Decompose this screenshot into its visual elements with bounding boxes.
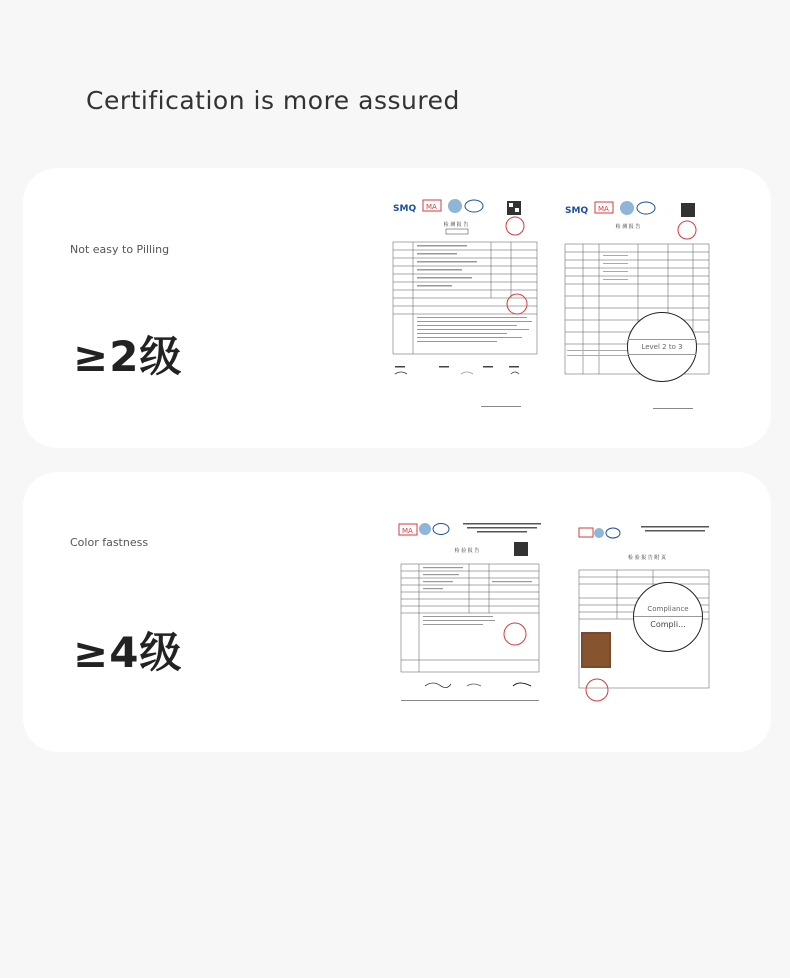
svg-text:SMQ: SMQ — [393, 204, 417, 214]
svg-text:检 验 报 告 附 页: 检 验 报 告 附 页 — [628, 555, 666, 561]
svg-text:MA: MA — [402, 527, 413, 535]
color-fastness-label: Color fastness — [70, 536, 149, 549]
svg-text:检 验 报 告: 检 验 报 告 — [454, 548, 480, 554]
svg-text:检 测 报 告: 检 测 报 告 — [443, 222, 469, 228]
pilling-magnifier — [627, 312, 697, 382]
svg-text:MA: MA — [426, 203, 437, 211]
color-fastness-grade: ≥4级 — [73, 628, 183, 677]
pilling-report-page-2 — [563, 200, 713, 414]
page-title: Certification is more assured — [86, 86, 460, 115]
magnifier-rule-bottom — [628, 354, 696, 355]
magnifier-text-top: Compliance — [647, 605, 689, 613]
color-fastness-magnifier — [633, 582, 703, 652]
color-fastness-report-page-2 — [577, 522, 711, 708]
pilling-grade: ≥2级 — [73, 332, 183, 381]
svg-text:检 测 报 告: 检 测 报 告 — [615, 224, 641, 230]
magnifier-rule-middle — [634, 616, 702, 617]
svg-text:SMQ: SMQ — [565, 206, 589, 216]
pilling-magnifier-text: Level 2 to 3 — [641, 343, 683, 351]
pilling-card — [23, 168, 771, 448]
magnifier-rule-top — [628, 339, 696, 340]
svg-text:MA: MA — [598, 205, 609, 213]
color-fastness-card — [23, 472, 771, 752]
color-fastness-report-page-1 — [397, 520, 543, 710]
pilling-report-page-1 — [391, 198, 541, 412]
pilling-label: Not easy to Pilling — [70, 243, 170, 256]
magnifier-text-bottom: Compli... — [650, 620, 686, 629]
